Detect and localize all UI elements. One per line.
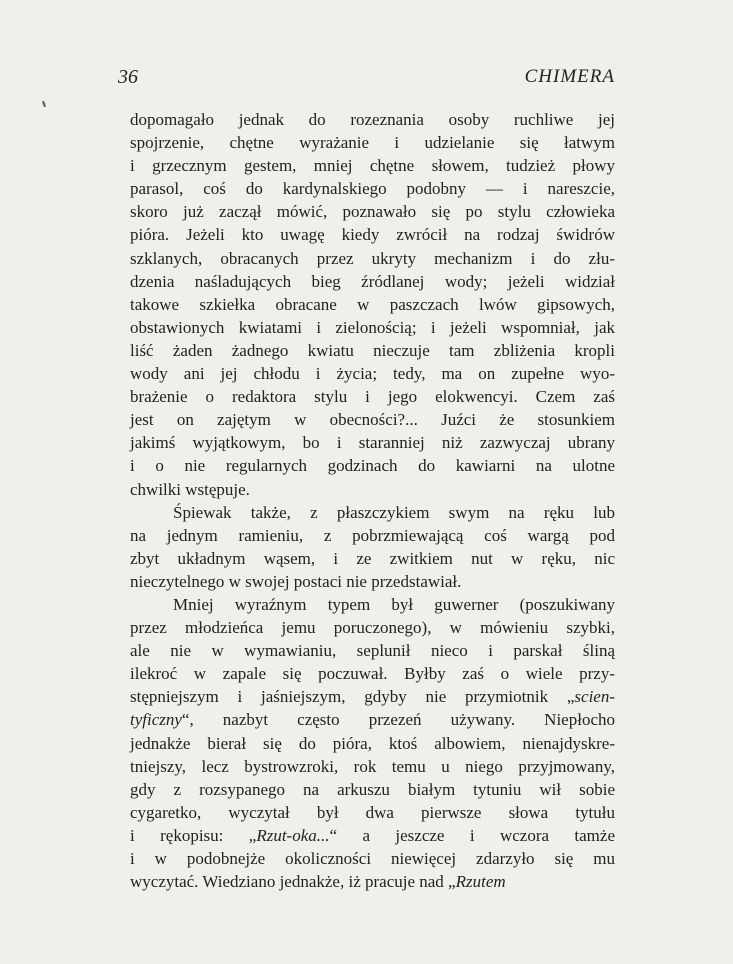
text-line [130,362,615,385]
paragraph [130,501,615,593]
text-segment: Mniej wyraźnym typem był guwerner (poszukiwany [173,594,615,614]
text-segment: takowe szkiełka obracane w paszczach lwów gipsowych, [130,294,615,314]
text-segment: i grzecznym gestem, mniej chętne słowem, tudzież płowy [130,156,615,176]
text-line [130,408,615,431]
italic-text: Rzut-oka... [256,825,330,845]
text-segment: jednakże bierał się do pióra, ktoś albowiem, nienajdyskre- [130,733,615,753]
text-segment: obstawionych kwiatami i zielonością; i jeżeli wspomniał, jak [130,317,615,337]
text-segment: wyczytać. Wiedziano jednakże, iż pracuje nad „ [130,872,456,892]
text-line [130,778,615,801]
running-title: CHIMERA [524,66,615,87]
text-line [130,270,615,293]
text-line [130,131,615,154]
text-line [130,870,615,893]
text-line [130,247,615,270]
italic-text: tyficzny [130,710,182,730]
paragraph [130,593,615,893]
text-line [130,732,615,755]
text-line [130,478,615,501]
page-number: 36 [118,66,138,88]
page-header [118,66,615,90]
text-line [130,293,615,316]
text-line [130,154,615,177]
text-segment: na jednym ramieniu, z pobrzmiewającą coś wargą pod [130,525,615,545]
text-segment: ale nie w wymawianiu, seplunił nieco i parskał śliną [130,641,615,661]
text-segment: cygaretko, wyczytał był dwa pierwsze słowa tytułu [130,802,615,822]
text-line [130,454,615,477]
text-line [130,662,615,685]
text-segment: skoro już zaczął mówić, poznawało się po stylu człowieka [130,202,615,222]
text-segment: jest on zajętym w obecności?... Juźci że stosunkiem [130,410,615,430]
italic-text: Rzutem [455,872,506,892]
text-segment: ilekroć w zapale się poczuwał. Byłby zaś o wiele przy- [130,664,615,684]
text-line [130,801,615,824]
text-line [130,616,615,639]
page-speck [42,101,46,107]
text-segment: tniejszy, lecz bystrowzroki, rok temu u niego przyjmowany, [130,756,615,776]
text-line [130,339,615,362]
text-segment: dopomagało jednak do rozeznania osoby ruchliwe jej [130,110,615,129]
text-line [130,524,615,547]
text-segment: “, nazbyt często przezeń używany. Niepłocho [181,710,615,730]
text-segment: i o nie regularnych godzinach do kawiarni na ulotne [130,456,615,476]
text-line [130,547,615,570]
text-line [130,847,615,870]
text-segment: przez młodzieńca jemu poruczonego), w mówieniu szybki, [130,618,615,638]
text-segment: dzenia naśladujących bieg źródlanej wody; jeżeli widział [130,271,615,291]
text-segment: nieczytelnego w swojej postaci nie przedstawiał. [130,571,462,591]
text-line [130,708,615,731]
text-segment: gdy z rozsypanego na arkuszu białym tytuniu wił sobie [130,779,615,799]
text-line [130,685,615,708]
italic-text: scien- [574,687,615,707]
text-segment: “ a jeszcze i wczora tamże [329,825,615,845]
text-segment: jakimś wyjątkowym, bo i staranniej niż zazwyczaj ubrany [130,433,615,453]
text-segment: brażenie o redaktora stylu i jego elokwencyi. Czem zaś [130,387,615,407]
text-segment: parasol, coś do kardynalskiego podobny — i nareszcie, [130,179,615,199]
text-segment: i w podobnejże okoliczności niewięcej zdarzyło się mu [130,849,615,868]
text-segment: i rękopisu: „ [130,825,257,845]
text-line [130,570,615,593]
body-text [130,108,615,893]
text-line [130,639,615,662]
text-line [130,431,615,454]
text-segment: wody ani jej chłodu i życia; tedy, ma on zupełne wyo- [130,364,615,384]
text-segment: zbyt układnym wąsem, i ze zwitkiem nut w ręku, nic [130,548,615,568]
text-segment: szklanych, obracanych przez ukryty mechanizm i do złu- [130,248,615,268]
text-line [130,824,615,847]
text-segment: chwilki wstępuje. [130,479,250,499]
text-segment: spojrzenie, chętne wyrażanie i udzielanie się łatwym [130,133,615,153]
text-line [130,385,615,408]
text-line [130,755,615,778]
text-segment: liść żaden żadnego kwiatu nieczuje tam zbliżenia kropli [130,340,615,360]
text-line [130,200,615,223]
text-line [130,593,615,616]
text-segment: stępniejszym i jaśniejszym, gdyby nie przymiotnik „ [130,687,575,707]
text-segment: Śpiewak także, z płaszczykiem swym na ręku lub [173,502,615,522]
text-line [130,223,615,246]
paragraph [130,108,615,501]
text-line [130,501,615,524]
text-line [130,108,615,131]
text-line [130,177,615,200]
text-segment: pióra. Jeżeli kto uwagę kiedy zwrócił na rodzaj świdrów [130,225,615,245]
text-line [130,316,615,339]
